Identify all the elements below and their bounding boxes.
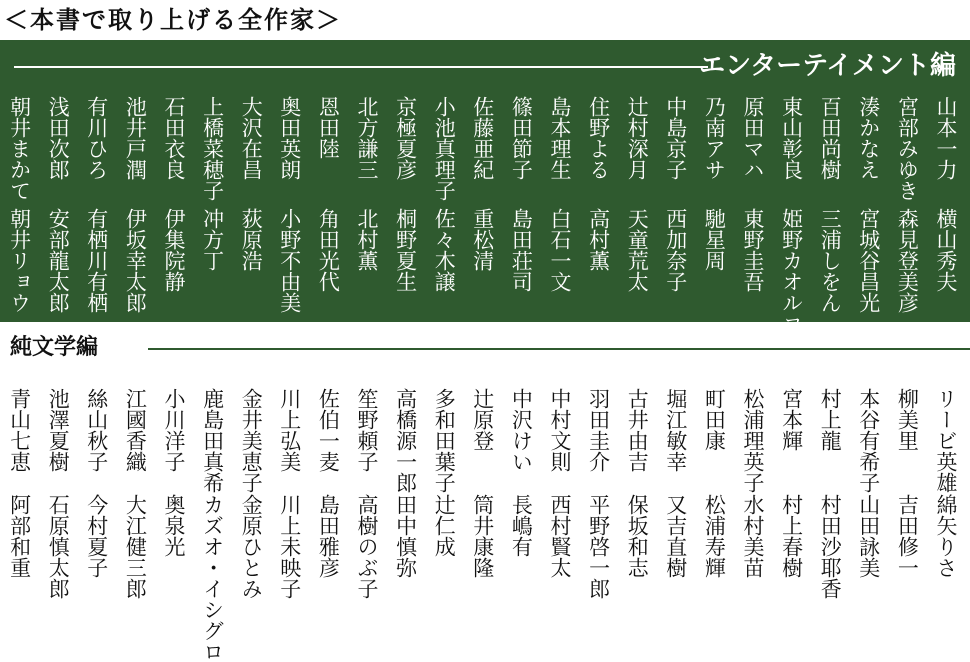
author-name: 有川ひろ	[84, 96, 109, 180]
author-name: 田中慎弥	[393, 494, 418, 578]
author-name: 佐々木譲	[432, 208, 457, 292]
author-name: 宮城谷昌光	[856, 208, 881, 313]
author-name: 伊集院静	[162, 208, 186, 292]
author-name: 百田尚樹	[818, 96, 843, 180]
author-name: 辻原登	[470, 388, 495, 451]
author-name: 朝井まかて	[7, 96, 32, 201]
author-name: 青山七恵	[7, 388, 32, 472]
author-name: 江國香織	[123, 388, 148, 472]
author-name: 湊かなえ	[856, 96, 881, 180]
author-name: 北村薫	[355, 208, 379, 271]
author-name: 姫野カオルコ	[779, 208, 804, 334]
author-name: 松浦寿輝	[702, 494, 727, 578]
author-name: 原田マハ	[741, 96, 765, 180]
author-name: 多和田葉子	[432, 388, 457, 493]
author-name: 小川洋子	[162, 388, 186, 472]
author-name: 宮本輝	[779, 388, 804, 451]
author-name: 池澤夏樹	[46, 388, 71, 472]
author-name: 柳美里	[895, 388, 920, 451]
author-name: 佐伯一麦	[316, 388, 341, 472]
author-name: 島本理生	[548, 96, 572, 180]
author-name: 上橋菜穂子	[200, 96, 225, 201]
author-name: 桐野夏生	[393, 208, 418, 292]
author-name: 高村薫	[586, 208, 611, 271]
author-name: 村田沙耶香	[818, 494, 843, 599]
author-name: 本谷有希子	[856, 388, 881, 493]
author-name: 中沢けい	[509, 388, 534, 472]
author-name: 水村美苗	[741, 494, 765, 578]
author-name: 石田衣良	[162, 96, 186, 180]
author-name: 松浦理英子	[741, 388, 765, 493]
author-name: 横山秀夫	[934, 208, 958, 292]
author-name: 中村文則	[548, 388, 572, 472]
author-name: 宮部みゆき	[895, 96, 920, 201]
author-name: 阿部和重	[7, 494, 32, 578]
author-name: 重松清	[470, 208, 495, 271]
author-name: 島田雅彦	[316, 494, 341, 578]
author-name: 篠田節子	[509, 96, 534, 180]
author-name: 吉田修一	[895, 494, 920, 578]
author-name: 綿矢りさ	[934, 494, 958, 578]
author-name: 伊坂幸太郎	[123, 208, 148, 313]
author-name: 天童荒太	[625, 208, 650, 292]
author-name: 中島京子	[663, 96, 688, 180]
author-name: 乃南アサ	[702, 96, 727, 180]
author-name: 絲山秋子	[84, 388, 109, 472]
literature-section-label: 純文学編	[10, 335, 99, 360]
author-name: 有栖川有栖	[84, 208, 109, 313]
author-name: 奥田英朗	[277, 96, 302, 180]
author-name: 住野よる	[586, 96, 611, 180]
author-name: 三浦しをん	[818, 208, 843, 313]
author-name: 辻村深月	[625, 96, 650, 180]
author-name: 東野圭吾	[741, 208, 765, 292]
author-name: 古井由吉	[625, 388, 650, 472]
author-name: 京極夏彦	[393, 96, 418, 180]
author-name: 浅田次郎	[46, 96, 71, 180]
author-name: 羽田圭介	[586, 388, 611, 472]
page-title: ＜本書で取り上げる全作家＞	[4, 6, 342, 34]
author-name: 東山彰良	[779, 96, 804, 180]
author-name: 森見登美彦	[895, 208, 920, 313]
author-name: 筒井康隆	[470, 494, 495, 578]
author-name: 西村賢太	[548, 494, 572, 578]
author-name: リービ英雄	[934, 388, 958, 493]
author-name: 島田荘司	[509, 208, 534, 292]
author-name: 今村夏子	[84, 494, 109, 578]
author-name: 北方謙三	[355, 96, 379, 180]
author-name: 山本一力	[934, 96, 958, 180]
author-name: 大沢在昌	[239, 96, 264, 180]
author-name: 金井美恵子	[239, 388, 264, 493]
author-name: 佐藤亜紀	[470, 96, 495, 180]
author-name: 池井戸潤	[123, 96, 148, 180]
author-name: 平野啓一郎	[586, 494, 611, 599]
author-name: 荻原浩	[239, 208, 264, 271]
author-name: カズオ・イシグロ	[200, 494, 225, 662]
author-name: 長嶋有	[509, 494, 534, 557]
author-name: 川上弘美	[277, 388, 302, 472]
entertainment-section-label: エンターテイメント編	[699, 51, 956, 81]
author-name: 町田康	[702, 388, 727, 451]
author-name: 西加奈子	[663, 208, 688, 292]
author-name: 小池真理子	[432, 96, 457, 201]
author-name: 冲方丁	[200, 208, 225, 271]
author-name: 白石一文	[548, 208, 572, 292]
author-name: 馳星周	[702, 208, 727, 271]
author-name: 朝井リョウ	[7, 208, 32, 313]
author-name: 鹿島田真希	[200, 388, 225, 493]
author-name: 恩田陸	[316, 96, 341, 159]
author-name: 高樹のぶ子	[355, 494, 379, 599]
author-name: 村上龍	[818, 388, 843, 451]
author-name: 金原ひとみ	[239, 494, 264, 599]
author-name: 安部龍太郎	[46, 208, 71, 313]
author-name: 小野不由美	[277, 208, 302, 313]
author-name: 堀江敏幸	[663, 388, 688, 472]
author-name: 山田詠美	[856, 494, 881, 578]
author-name: 辻仁成	[432, 494, 457, 557]
author-name: 川上未映子	[277, 494, 302, 599]
author-name: 保坂和志	[625, 494, 650, 578]
author-name: 笙野頼子	[355, 388, 379, 472]
author-name: 高橋源一郎	[393, 388, 418, 493]
author-name: 又吉直樹	[663, 494, 688, 578]
author-name: 大江健三郎	[123, 494, 148, 599]
author-name: 村上春樹	[779, 494, 804, 578]
author-name: 角田光代	[316, 208, 341, 292]
author-name: 奥泉光	[162, 494, 186, 557]
author-name: 石原慎太郎	[46, 494, 71, 599]
